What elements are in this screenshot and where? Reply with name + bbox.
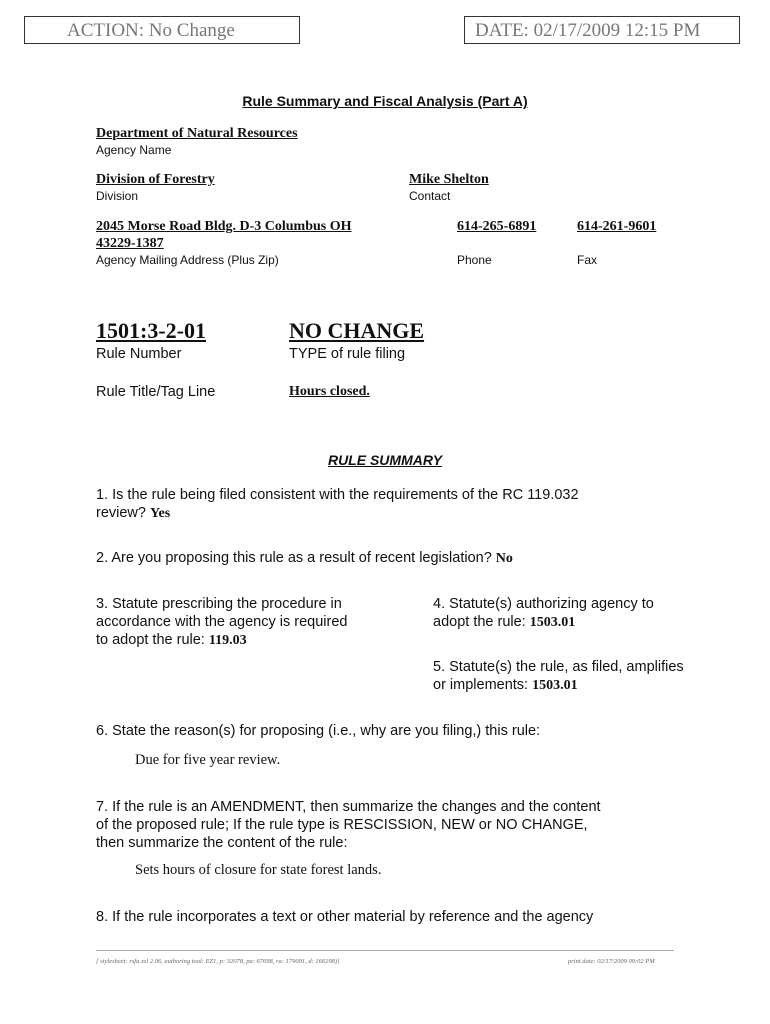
question-7 xyxy=(96,798,601,852)
action-text: ACTION: No Change xyxy=(67,20,235,41)
division-value: Division of Forestry xyxy=(96,172,215,187)
footer-rule xyxy=(96,950,674,951)
contact-value: Mike Shelton xyxy=(409,172,489,187)
question-6-text: 6. State the reason(s) for proposing (i.e., why are you filing,) this rule: xyxy=(96,723,541,739)
footer-stylesheet-info: [ stylesheet: rsfa.xsl 2.06, authoring tool: EZ1, p: 32078, pa: 67698, ra: 179091, d: 166298)] xyxy=(96,958,340,965)
filing-type-value: NO CHANGE xyxy=(289,318,425,343)
question-5 xyxy=(433,658,684,695)
division-label: Division xyxy=(96,189,139,203)
footer-print-date: print date: 02/17/2009 09:02 PM xyxy=(568,958,655,965)
fax-label: Fax xyxy=(577,253,598,267)
question-3-line3: to adopt the rule: xyxy=(96,632,205,648)
rule-summary-heading: RULE SUMMARY xyxy=(327,452,443,468)
rule-number-label: Rule Number xyxy=(96,346,182,362)
question-7-response: Sets hours of closure for state forest lands. xyxy=(135,862,382,878)
question-7-line1: 7. If the rule is an AMENDMENT, then summarize the changes and the content xyxy=(96,799,601,815)
rule-title-label: Rule Title/Tag Line xyxy=(96,384,216,400)
question-6-response: Due for five year review. xyxy=(135,752,281,768)
question-1-line1: 1. Is the rule being filed consistent with the requirements of the RC 119.032 xyxy=(96,487,579,503)
question-1-line2-wrap xyxy=(96,504,579,523)
question-5-line2: or implements: xyxy=(433,677,529,693)
date-box xyxy=(464,16,740,44)
question-7-line2: of the proposed rule; If the rule type is RESCISSION, NEW or NO CHANGE, xyxy=(96,817,588,833)
question-5-answer: 1503.01 xyxy=(532,678,578,693)
question-7-line3: then summarize the content of the rule: xyxy=(96,835,348,851)
fax-value: 614-261-9601 xyxy=(577,219,657,234)
address-line1: 2045 Morse Road Bldg. D-3 Columbus OH xyxy=(96,219,352,234)
question-3-line3-wrap xyxy=(96,631,347,650)
question-3-line2: accordance with the agency is required xyxy=(96,614,348,630)
action-box xyxy=(24,16,300,44)
page-title: Rule Summary and Fiscal Analysis (Part A) xyxy=(242,93,528,109)
agency-name-label: Agency Name xyxy=(96,143,172,157)
phone-label: Phone xyxy=(457,253,492,267)
contact-label: Contact xyxy=(409,189,451,203)
agency-name-value: Department of Natural Resources xyxy=(96,126,298,141)
question-8-text: 8. If the rule incorporates a text or other material by reference and the agency xyxy=(96,909,594,925)
question-2 xyxy=(96,549,513,568)
filing-type-label: TYPE of rule filing xyxy=(289,346,406,362)
question-2-answer: No xyxy=(495,551,513,566)
address-label: Agency Mailing Address (Plus Zip) xyxy=(96,253,279,267)
question-3-answer: 119.03 xyxy=(208,633,247,648)
question-3 xyxy=(96,595,347,650)
question-1-line2: review? xyxy=(96,505,146,521)
phone-value: 614-265-6891 xyxy=(457,219,537,234)
question-5-line2-wrap xyxy=(433,676,684,695)
question-4-line1: 4. Statute(s) authorizing agency to xyxy=(433,596,654,612)
question-2-text: 2. Are you proposing this rule as a result of recent legislation? xyxy=(96,550,492,566)
question-3-line1: 3. Statute prescribing the procedure in xyxy=(96,596,342,612)
question-4 xyxy=(433,595,654,632)
date-text: DATE: 02/17/2009 12:15 PM xyxy=(475,20,701,41)
question-4-line2-wrap xyxy=(433,613,654,632)
question-4-answer: 1503.01 xyxy=(529,615,576,630)
address-line2: 43229-1387 xyxy=(96,236,164,251)
question-1 xyxy=(96,486,579,523)
question-1-answer: Yes xyxy=(150,506,171,521)
rule-number-value: 1501:3-2-01 xyxy=(96,318,206,343)
question-4-line2: adopt the rule: xyxy=(433,614,526,630)
rule-title-value: Hours closed. xyxy=(289,384,370,399)
question-5-line1: 5. Statute(s) the rule, as filed, amplifies xyxy=(433,659,684,675)
